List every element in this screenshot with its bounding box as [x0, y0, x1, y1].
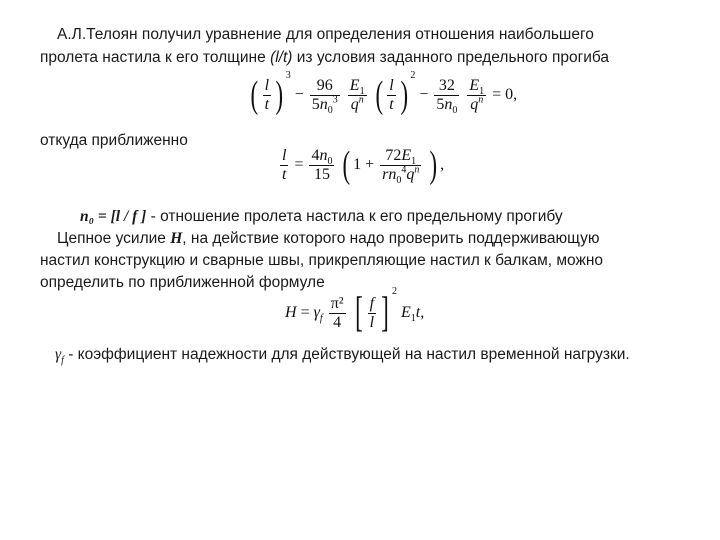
eq2-15: 15 [313, 165, 330, 183]
eq3-E-sub: 1 [410, 313, 416, 325]
eq1-qb-sup: n [478, 94, 484, 106]
eq1-nb-sub: 0 [452, 104, 458, 116]
eq3-E: E [401, 304, 411, 321]
eq2-r: r [382, 165, 389, 183]
eq1-5: 5 [311, 95, 320, 113]
eq1-qb: q [470, 95, 479, 113]
eq1-minus: − [294, 86, 304, 103]
intro-line-2-post: из условия заданного предельного прогиба [292, 49, 610, 66]
eq1-q-sup: n [358, 94, 364, 106]
n0-def-text: - отношение пролета настила к его предельному прогибу [146, 208, 563, 225]
para2-line-3: определить по приближенной формуле [40, 274, 325, 291]
eq3-equals: = [300, 304, 310, 321]
eq2-tail: , [440, 156, 445, 173]
intro-line-2 [40, 47, 609, 69]
eq2-72: 72 [385, 146, 402, 164]
n0-symbol: n₀ = [l / f ] [80, 208, 147, 225]
eq1-n-sup: 3 [332, 94, 338, 106]
eq2-l: l [282, 146, 287, 164]
eq2-E-sub: 1 [411, 155, 417, 167]
gamma-def-text: - коэффициент надежности для действующей на настил временной нагрузки. [63, 346, 630, 363]
eq2-E: E [401, 146, 412, 164]
eq2-paren-close: ) [429, 144, 438, 186]
eq1-n: n [319, 95, 328, 113]
eq3-pi2: π² [330, 294, 344, 312]
ratio-symbol: (l/t) [270, 49, 293, 66]
paren-close-2: ) [400, 74, 408, 116]
equation-approx [278, 146, 444, 184]
equation-cubic: ( $\frac{l}{t}$ ) $^3$ − $\frac{96}{5n_0^3}$ $\frac{E_1}{q^n}$ ( $\frac{l}{t}$ ) $^2$ − $\frac{32}{5n_0}$ $\frac{E_1}{q^n}$ = 0, [250, 70, 518, 116]
eq1-l: l [264, 76, 270, 94]
eq3-f: f [369, 294, 375, 312]
eq1-32: 32 [434, 77, 459, 96]
eq2-equals: = [294, 156, 304, 173]
intro-line-1: А.Л.Телоян получил уравнение для определения отношения наибольшего [57, 26, 594, 43]
eq3-bracket-close: ] [381, 290, 389, 336]
para2-line-2: настил конструкцию и сварные швы, прикрепляющие настил к балкам, можно [40, 252, 603, 269]
H-symbol: H [170, 230, 183, 247]
eq1-t: t [264, 95, 270, 113]
n0-definition [80, 206, 563, 228]
eq2-n2: n [388, 165, 397, 183]
eq1-Eb-sub: 1 [479, 85, 485, 97]
eq1-E-sub: 1 [359, 85, 365, 97]
eq2-n2-sub: 0 [396, 174, 402, 186]
eq1-t2: t [389, 95, 394, 113]
gamma-sub: f [61, 355, 64, 367]
eq2-paren-open: ( [343, 144, 351, 186]
eq1-Eb: E [469, 76, 480, 94]
eq1-minus-2: − [419, 86, 429, 103]
para2-l1-post: , на действие которого надо проверить поддерживающую [182, 230, 600, 247]
paren-close: ) [275, 74, 284, 116]
approx-label: откуда приближенно [40, 132, 188, 149]
eq1-nb: n [444, 95, 453, 113]
paren-open: ( [250, 74, 259, 116]
equation-force: $H = \gamma_f$ $\frac{\text{π²}}{4}$ [ $\frac{f}{l}$ ] $^2$ $E_1t$, [285, 286, 425, 336]
gamma-symbol: γ [55, 346, 62, 363]
eq1-5b: 5 [436, 95, 445, 113]
eq3-t: t, [415, 304, 425, 321]
eq2-n: n [319, 146, 328, 164]
paren-open-2: ( [375, 74, 383, 116]
eq1-l2: l [389, 76, 394, 94]
eq1-tail: = 0, [492, 86, 518, 103]
eq2-q-sup: n [414, 164, 420, 176]
eq3-l: l [369, 313, 375, 331]
eq1-96: 96 [310, 77, 340, 96]
eq1-E: E [349, 76, 360, 94]
gamma-definition [55, 344, 630, 366]
eq3-H: H [285, 304, 297, 321]
eq3-gamma-sub: f [319, 313, 323, 325]
eq3-bracket-open: [ [354, 290, 363, 336]
eq2-n2-sup: 4 [401, 164, 407, 176]
eq2-t: t [282, 165, 287, 183]
para2-line-1 [57, 228, 599, 250]
eq3-gamma: γ [313, 304, 320, 321]
eq3-4: 4 [333, 313, 342, 331]
eq2-n-sub: 0 [327, 155, 333, 167]
eq1-q: q [350, 95, 359, 113]
eq1-n-sub: 0 [327, 104, 333, 116]
eq2-one-plus: 1 + [353, 156, 375, 173]
eq2-4: 4 [311, 146, 320, 164]
eq2-q: q [406, 165, 415, 183]
intro-line-2-pre: пролета настила к его толщине [40, 49, 271, 66]
para2-l1-pre: Цепное усилие [57, 230, 171, 247]
